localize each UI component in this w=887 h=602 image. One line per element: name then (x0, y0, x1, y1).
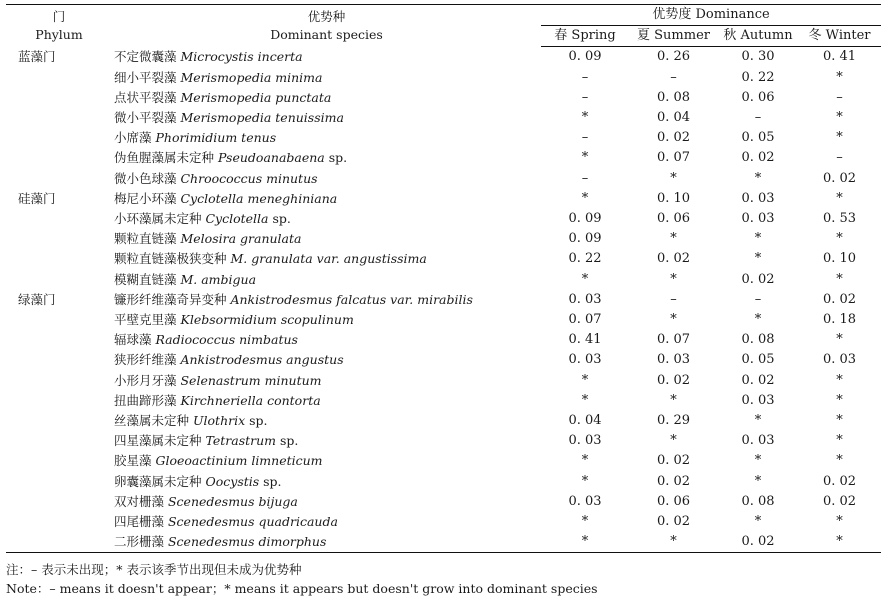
dominance-summer-cell: * (670, 271, 677, 287)
species-cell (112, 310, 541, 330)
species-cell (112, 371, 541, 391)
table-row (6, 290, 881, 310)
species-name-latin: Phorimidium tenus (155, 130, 277, 146)
species-name-cn: 胶星藻 (114, 453, 156, 469)
phylum-cell (6, 310, 112, 330)
dominance-winter-cell: 0. 02 (822, 170, 857, 186)
dominance-winter-cell: 0. 18 (822, 312, 857, 328)
dominance-spring-cell: * (581, 372, 589, 388)
species-name-cn: 镰形纤维藻奇异变种 (114, 291, 231, 307)
dominance-spring-cell: * (541, 532, 629, 553)
dominance-spring-cell: * (581, 110, 589, 126)
species-name-cn: 模糊直链藻 (114, 271, 181, 287)
species-name-cn: 四星藻属未定种 (114, 433, 206, 449)
dominance-autumn-cell: * (754, 231, 762, 247)
table-row (6, 128, 881, 148)
dominance-winter-cell: * (798, 532, 881, 553)
species-cell (112, 169, 541, 189)
dominance-autumn-cell: – (754, 110, 762, 126)
species-name-latin: Ankistrodesmus falcatus var. mirabilis (230, 291, 473, 307)
species-name-cn: 细小平裂藻 (114, 69, 181, 85)
dominance-summer-cell: * (670, 433, 677, 449)
table-row (6, 411, 881, 431)
dominance-summer-cell: 0. 07 (656, 150, 691, 166)
dominance-summer-cell: 0. 02 (656, 453, 691, 469)
dominance-spring-cell: 0. 09 (568, 211, 602, 227)
phylum-cell (6, 249, 112, 269)
dominance-winter-cell: 0. 02 (822, 291, 857, 307)
table-row (6, 512, 881, 532)
dominance-spring-cell: 0. 04 (568, 413, 602, 429)
species-name-cn: 丝藻属未定种 (114, 413, 193, 429)
species-name-latin: Kirchneriella contorta (180, 392, 321, 408)
dominance-spring-cell: * (581, 190, 589, 206)
note-en: Note：– means it doesn't appear；* means it appears but doesn't grow into dominant species (6, 581, 598, 596)
dominance-autumn-cell: 0. 02 (741, 372, 775, 388)
phylum-cell (6, 532, 112, 553)
phylum-cell: 绿藻门 (18, 291, 56, 307)
dominance-autumn-cell: 0. 03 (741, 190, 775, 206)
species-name-latin: Merismopedia tenuissima (180, 110, 344, 126)
species-name-suffix: sp. (324, 150, 348, 166)
table-row (6, 108, 881, 128)
dominance-summer-cell: 0. 10 (656, 190, 691, 206)
dominance-spring-cell: 0. 03 (568, 352, 602, 368)
dominance-summer-cell: 0. 02 (656, 251, 691, 267)
phylum-cell (6, 472, 112, 492)
species-cell (112, 47, 541, 68)
dominance-autumn-cell: * (754, 170, 762, 186)
dominance-autumn-cell: 0. 02 (718, 532, 798, 553)
species-name-cn: 小形月牙藻 (114, 372, 181, 388)
dominance-autumn-cell: * (754, 413, 762, 429)
dominance-winter-cell: * (836, 453, 843, 469)
dominance-summer-cell: * (670, 231, 677, 247)
dominance-summer-cell: * (670, 392, 677, 408)
dominance-summer-cell: * (670, 312, 677, 328)
dominance-summer-cell: * (670, 170, 677, 186)
table-row (6, 148, 881, 168)
dominance-winter-cell: 0. 03 (822, 352, 857, 368)
table-row (6, 249, 881, 269)
dominance-winter-cell: * (836, 413, 843, 429)
phylum-cell (6, 431, 112, 451)
phylum-cell (6, 512, 112, 532)
dominance-winter-cell: 0. 10 (822, 251, 857, 267)
dominance-summer-cell: 0. 02 (656, 473, 691, 489)
species-cell (112, 290, 541, 310)
note-cn: 注：– 表示未出现；* 表示该季节出现但未成为优势种 (6, 562, 302, 577)
dominance-autumn-cell: 0. 08 (741, 332, 775, 348)
table-row (6, 451, 881, 471)
species-name-suffix: sp. (268, 211, 291, 227)
dominance-autumn-cell: * (754, 251, 762, 267)
phylum-cell (6, 330, 112, 350)
dominance-winter-cell: 0. 02 (822, 493, 857, 509)
phylum-cell (6, 169, 112, 189)
species-cell (112, 431, 541, 451)
phylum-header-cn: 门 (52, 8, 66, 24)
dominance-autumn-cell: * (754, 473, 762, 489)
dominance-winter-cell: * (836, 392, 843, 408)
species-header-en: Dominant species (270, 26, 383, 42)
species-name-latin: Ulothrix (192, 413, 246, 429)
dominance-winter-cell: * (836, 433, 843, 449)
species-name-latin: M. granulata var. angustissima (230, 251, 427, 267)
dominance-autumn-cell: * (754, 514, 762, 530)
phylum-cell (6, 128, 112, 148)
species-name-suffix: sp. (276, 433, 299, 449)
species-name-latin: Gloeoactinium limneticum (155, 453, 323, 469)
table-row (6, 189, 881, 209)
species-header (112, 5, 541, 47)
dominance-winter-cell: * (836, 190, 843, 206)
species-name-latin: Cyclotella meneghiniana (180, 190, 338, 206)
phylum-cell: 蓝藻门 (18, 49, 56, 65)
dominance-spring-cell: 0. 09 (568, 231, 602, 247)
species-name-latin: Tetrastrum (205, 433, 277, 449)
table-body (6, 47, 881, 553)
species-name-latin: Chroococcus minutus (180, 170, 318, 186)
species-cell (112, 229, 541, 249)
dominance-autumn-cell: * (754, 312, 762, 328)
table-row (6, 391, 881, 411)
species-name-cn: 二形栅藻 (114, 534, 168, 550)
dominance-autumn-cell: 0. 03 (741, 392, 775, 408)
dominance-spring-cell: 0. 09 (568, 49, 602, 65)
dominance-autumn-cell: 0. 05 (741, 130, 775, 146)
dominance-summer-cell: 0. 06 (656, 211, 691, 227)
species-name-cn: 微小平裂藻 (114, 110, 181, 126)
season-header-winter: 冬 Winter (798, 26, 881, 47)
species-name-latin: Merismopedia minima (180, 69, 323, 85)
species-cell (112, 330, 541, 350)
species-name-cn: 伪鱼腥藻属未定种 (114, 150, 218, 166)
dominance-summer-cell: 0. 04 (656, 110, 691, 126)
species-name-cn: 辐球藻 (114, 332, 156, 348)
dominance-summer-cell: 0. 02 (656, 514, 691, 530)
species-cell (112, 128, 541, 148)
dominance-winter-cell: * (836, 271, 843, 287)
species-cell (112, 148, 541, 168)
species-name-cn: 微小色球藻 (114, 170, 181, 186)
dominance-summer-cell: 0. 26 (656, 49, 691, 65)
phylum-cell (6, 209, 112, 229)
species-cell (112, 108, 541, 128)
dominance-winter-cell: * (836, 110, 843, 126)
species-name-latin: Cyclotella (205, 211, 269, 227)
species-cell (112, 249, 541, 269)
dominance-spring-cell: * (581, 514, 589, 530)
table-row (6, 492, 881, 512)
dominance-spring-cell: 0. 41 (568, 332, 602, 348)
phylum-cell (6, 270, 112, 290)
species-name-cn: 狭形纤维藻 (114, 352, 181, 368)
species-name-latin: Klebsormidium scopulinum (180, 312, 354, 328)
species-name-latin: Scenedesmus quadricauda (167, 514, 338, 530)
phylum-cell (6, 229, 112, 249)
species-cell (112, 88, 541, 108)
species-name-cn: 双对栅藻 (114, 493, 168, 509)
dominance-autumn-cell: 0. 30 (741, 49, 775, 65)
dominance-spring-cell: 0. 07 (568, 312, 602, 328)
season-header-spring: 春 Spring (541, 26, 629, 47)
dominance-summer-cell: * (629, 532, 718, 553)
table-row (6, 47, 881, 68)
phylum-cell: 硅藻门 (18, 190, 56, 206)
table-row (6, 310, 881, 330)
phylum-cell (6, 451, 112, 471)
species-name-cn: 小席藻 (114, 130, 156, 146)
species-name-latin: Pseudoanabaena (217, 150, 325, 166)
table-row (6, 350, 881, 370)
species-name-latin: Ankistrodesmus angustus (180, 352, 344, 368)
header-row-top (6, 5, 881, 26)
table-row (6, 330, 881, 350)
dominance-autumn-cell: – (754, 291, 762, 307)
dominance-autumn-cell: 0. 02 (741, 150, 775, 166)
dominance-autumn-cell: 0. 03 (741, 211, 775, 227)
table-row (6, 472, 881, 492)
species-name-latin: Selenastrum minutum (180, 372, 322, 388)
phylum-cell (6, 88, 112, 108)
table-row (6, 169, 881, 189)
species-cell (112, 68, 541, 88)
dominance-winter-cell: * (836, 130, 843, 146)
species-cell (112, 451, 541, 471)
table-row (6, 371, 881, 391)
dominance-spring-cell: – (581, 130, 589, 146)
dominance-winter-cell: * (836, 372, 843, 388)
phylum-header-en: Phylum (35, 26, 83, 42)
dominance-spring-cell: – (581, 170, 589, 186)
species-name-cn: 颗粒直链藻极狭变种 (114, 251, 231, 267)
dominance-winter-cell: 0. 53 (822, 211, 857, 227)
dominance-winter-cell: * (836, 231, 843, 247)
species-cell (112, 209, 541, 229)
dominance-spring-cell: 0. 03 (568, 291, 602, 307)
dominance-summer-cell: 0. 02 (656, 130, 691, 146)
species-cell (112, 270, 541, 290)
dominance-summer-cell: – (670, 291, 677, 307)
dominance-autumn-cell: 0. 05 (741, 352, 775, 368)
phylum-cell (6, 148, 112, 168)
species-name-latin: M. ambigua (180, 271, 257, 287)
phylum-header (6, 5, 112, 47)
dominance-summer-cell: 0. 08 (656, 89, 691, 105)
species-cell (112, 411, 541, 431)
species-name-suffix: sp. (259, 473, 282, 489)
table-row (6, 88, 881, 108)
phylum-cell (6, 391, 112, 411)
dominance-spring-cell: 0. 03 (568, 433, 602, 449)
dominance-winter-cell: 0. 02 (822, 473, 857, 489)
species-name-latin: Oocystis (205, 473, 260, 489)
species-name-cn: 平壁克里藻 (114, 312, 181, 328)
dominance-autumn-cell: 0. 06 (741, 89, 775, 105)
dominance-spring-cell: – (581, 89, 589, 105)
dominance-autumn-cell: * (754, 453, 762, 469)
dominance-spring-cell: * (581, 150, 589, 166)
dominance-winter-cell: – (836, 150, 843, 166)
phylum-cell (6, 108, 112, 128)
dominance-spring-cell: 0. 03 (568, 493, 602, 509)
table-row (6, 229, 881, 249)
dominance-autumn-cell: 0. 08 (741, 493, 775, 509)
species-name-latin: Melosira granulata (180, 231, 302, 247)
species-name-cn: 梅尼小环藻 (114, 190, 181, 206)
table-row (6, 270, 881, 290)
species-name-latin: Scenedesmus bijuga (167, 493, 298, 509)
table-row (6, 68, 881, 88)
dominance-winter-cell: 0. 41 (822, 49, 857, 65)
dominance-spring-cell: * (581, 392, 589, 408)
species-cell (112, 492, 541, 512)
species-name-cn: 四尾栅藻 (114, 514, 168, 530)
dominance-autumn-cell: 0. 02 (741, 271, 775, 287)
phylum-cell (6, 411, 112, 431)
species-cell (112, 350, 541, 370)
dominance-winter-cell: – (836, 89, 843, 105)
table-row (6, 209, 881, 229)
dominance-summer-cell: 0. 29 (656, 413, 691, 429)
dominance-header: 优势度 Dominance (541, 5, 881, 26)
dominance-autumn-cell: 0. 22 (741, 69, 775, 85)
species-name-latin: Radiococcus nimbatus (155, 332, 298, 348)
dominance-winter-cell: * (836, 514, 843, 530)
species-name-cn: 卵囊藻属未定种 (114, 473, 206, 489)
species-name-latin: Merismopedia punctata (180, 89, 332, 105)
season-header-autumn: 秋 Autumn (718, 26, 798, 47)
phylum-cell (6, 371, 112, 391)
species-name-latin: Scenedesmus dimorphus (167, 534, 327, 550)
phylum-cell (6, 492, 112, 512)
species-cell (112, 472, 541, 492)
species-cell (112, 189, 541, 209)
species-cell (112, 512, 541, 532)
dominance-spring-cell: – (581, 69, 589, 85)
dominance-summer-cell: 0. 02 (656, 372, 691, 388)
dominance-spring-cell: * (581, 271, 589, 287)
table-row (6, 431, 881, 451)
phylum-cell (6, 350, 112, 370)
species-name-suffix: sp. (245, 413, 268, 429)
species-name-cn: 不定微囊藻 (114, 49, 181, 65)
dominance-summer-cell: – (670, 69, 677, 85)
table-row (6, 532, 881, 553)
species-name-latin: Microcystis incerta (180, 49, 303, 65)
table-notes (6, 560, 598, 598)
species-cell (112, 391, 541, 411)
dominant-species-table (6, 4, 881, 553)
species-name-cn: 点状平裂藻 (114, 89, 181, 105)
species-cell (112, 532, 541, 553)
dominance-winter-cell: * (836, 332, 843, 348)
dominance-summer-cell: 0. 03 (656, 352, 691, 368)
season-header-summer: 夏 Summer (629, 26, 718, 47)
dominance-summer-cell: 0. 07 (656, 332, 691, 348)
dominance-spring-cell: * (581, 473, 589, 489)
dominance-summer-cell: 0. 06 (656, 493, 691, 509)
species-name-cn: 颗粒直链藻 (114, 231, 181, 247)
dominance-spring-cell: 0. 22 (568, 251, 602, 267)
dominance-autumn-cell: 0. 03 (741, 433, 775, 449)
dominance-winter-cell: * (836, 69, 843, 85)
species-name-cn: 小环藻属未定种 (114, 211, 206, 227)
dominance-spring-cell: * (581, 453, 589, 469)
species-header-cn: 优势种 (307, 8, 346, 24)
species-name-cn: 扭曲蹄形藻 (114, 392, 181, 408)
phylum-cell (6, 68, 112, 88)
